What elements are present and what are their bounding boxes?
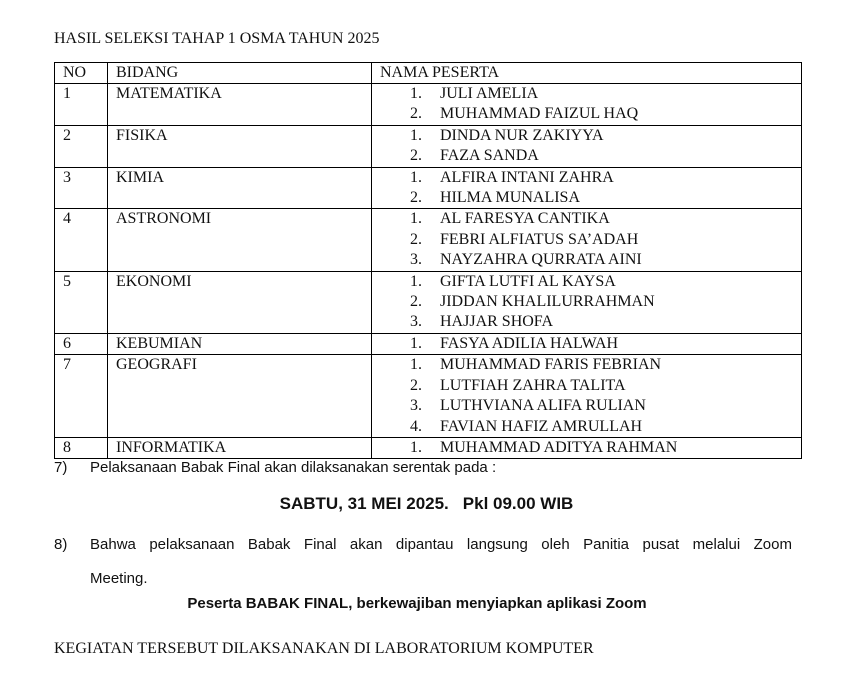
row-number: 4 bbox=[55, 209, 108, 271]
row-number: 7 bbox=[55, 355, 108, 438]
participant-number: 1. bbox=[410, 272, 422, 290]
participant-item bbox=[410, 209, 801, 229]
participant-item bbox=[410, 188, 801, 208]
participant-list bbox=[380, 126, 801, 167]
participant-name: ALFIRA INTANI ZAHRA bbox=[440, 168, 614, 186]
participant-name: FAZA SANDA bbox=[440, 147, 539, 165]
participant-name: JIDDAN KHALILURRAHMAN bbox=[440, 293, 655, 311]
table-row bbox=[55, 437, 802, 458]
participant-item bbox=[410, 230, 801, 250]
row-number: 6 bbox=[55, 333, 108, 354]
participant-number: 1. bbox=[410, 168, 422, 186]
table-row bbox=[55, 84, 802, 126]
participant-item bbox=[410, 146, 801, 166]
table-header-row bbox=[55, 63, 802, 84]
participant-name: DINDA NUR ZAKIYYA bbox=[440, 126, 604, 144]
participant-number: 2. bbox=[410, 230, 422, 248]
table-row bbox=[55, 209, 802, 271]
participant-name: HILMA MUNALISA bbox=[440, 189, 580, 207]
participant-name: NAYZAHRA QURRATA AINI bbox=[440, 251, 642, 269]
participant-list bbox=[380, 168, 801, 209]
participant-item bbox=[410, 334, 801, 354]
row-number: 8 bbox=[55, 437, 108, 458]
participant-list bbox=[380, 84, 801, 125]
item-7-text: Pelaksanaan Babak Final akan dilaksanakan serentak pada : bbox=[90, 459, 497, 476]
participant-list bbox=[380, 272, 801, 333]
participant-item bbox=[410, 376, 801, 396]
table-body bbox=[55, 84, 802, 459]
participant-number: 3. bbox=[410, 397, 422, 415]
participant-name: LUTHVIANA ALIFA RULIAN bbox=[440, 397, 646, 415]
participant-item bbox=[410, 250, 801, 270]
participant-list bbox=[380, 334, 801, 354]
row-participants bbox=[372, 167, 802, 209]
participant-number: 1. bbox=[410, 126, 422, 144]
item-8 bbox=[54, 528, 792, 596]
participant-item bbox=[410, 355, 801, 375]
row-number: 5 bbox=[55, 271, 108, 333]
participant-number: 1. bbox=[410, 210, 422, 228]
row-participants bbox=[372, 209, 802, 271]
participant-item bbox=[410, 417, 801, 437]
row-bidang: MATEMATIKA bbox=[108, 84, 372, 126]
row-participants bbox=[372, 333, 802, 354]
participant-name: JULI AMELIA bbox=[440, 85, 539, 102]
table-row bbox=[55, 333, 802, 354]
participant-list bbox=[380, 209, 801, 270]
participant-item bbox=[410, 168, 801, 188]
participant-item bbox=[410, 396, 801, 416]
participant-item bbox=[410, 292, 801, 312]
participant-name: MUHAMMAD ADITYA RAHMAN bbox=[440, 438, 678, 456]
participant-number: 2. bbox=[410, 189, 422, 207]
participant-number: 2. bbox=[410, 147, 422, 165]
row-participants bbox=[372, 271, 802, 333]
participant-number: 1. bbox=[410, 356, 422, 374]
selection-table bbox=[54, 62, 802, 459]
footer-text: KEGIATAN TERSEBUT DILAKSANAKAN DI LABORATORIUM KOMPUTER bbox=[54, 640, 594, 657]
participant-item bbox=[410, 84, 801, 104]
participant-number: 2. bbox=[410, 105, 422, 123]
participant-number: 4. bbox=[410, 417, 422, 435]
row-number: 3 bbox=[55, 167, 108, 209]
participant-name: FEBRI ALFIATUS SA’ADAH bbox=[440, 230, 639, 248]
participant-name: AL FARESYA CANTIKA bbox=[440, 210, 610, 228]
final-time: Pkl 09.00 WIB bbox=[462, 494, 574, 513]
participant-name: HAJJAR SHOFA bbox=[440, 313, 554, 331]
item-8-text-line2: Meeting. bbox=[90, 570, 148, 587]
item-7 bbox=[54, 459, 496, 476]
participant-number: 1. bbox=[410, 438, 422, 456]
row-bidang: ASTRONOMI bbox=[108, 209, 372, 271]
participant-name: MUHAMMAD FARIS FEBRIAN bbox=[440, 356, 662, 374]
table-row bbox=[55, 167, 802, 209]
row-participants bbox=[372, 437, 802, 458]
row-bidang: KEBUMIAN bbox=[108, 333, 372, 354]
row-bidang: FISIKA bbox=[108, 125, 372, 167]
participant-name: LUTFIAH ZAHRA TALITA bbox=[440, 376, 626, 394]
item-8-number: 8) bbox=[54, 536, 68, 553]
participant-item bbox=[410, 126, 801, 146]
row-number: 1 bbox=[55, 84, 108, 126]
participant-name: MUHAMMAD FAIZUL HAQ bbox=[440, 105, 639, 123]
participant-name: FAVIAN HAFIZ AMRULLAH bbox=[440, 417, 643, 435]
participant-number: 3. bbox=[410, 251, 422, 269]
participant-item bbox=[410, 312, 801, 332]
row-bidang: GEOGRAFI bbox=[108, 355, 372, 438]
participant-list bbox=[380, 438, 801, 458]
participant-item bbox=[410, 438, 801, 458]
participant-number: 2. bbox=[410, 293, 422, 311]
row-number: 2 bbox=[55, 125, 108, 167]
participant-number: 1. bbox=[410, 334, 422, 352]
table-row bbox=[55, 355, 802, 438]
row-participants bbox=[372, 355, 802, 438]
row-bidang: INFORMATIKA bbox=[108, 437, 372, 458]
participant-number: 3. bbox=[410, 313, 422, 331]
header-bidang: BIDANG bbox=[108, 63, 372, 84]
table-row bbox=[55, 125, 802, 167]
row-bidang: EKONOMI bbox=[108, 271, 372, 333]
row-bidang: KIMIA bbox=[108, 167, 372, 209]
item-8-text-line1: Bahwa pelaksanaan Babak Final akan dipantau langsung oleh Panitia pusat melalui Zoom bbox=[90, 536, 792, 553]
page-title: HASIL SELEKSI TAHAP 1 OSMA TAHUN 2025 bbox=[54, 30, 380, 47]
participant-item bbox=[410, 104, 801, 124]
final-schedule bbox=[0, 494, 853, 514]
item-7-number: 7) bbox=[54, 459, 68, 476]
participant-number: 2. bbox=[410, 376, 422, 394]
final-date: SABTU, 31 MEI 2025. bbox=[279, 494, 449, 513]
header-nama-peserta: NAMA PESERTA bbox=[372, 63, 802, 84]
header-no: NO bbox=[55, 63, 108, 84]
participant-list bbox=[380, 355, 801, 437]
row-participants bbox=[372, 125, 802, 167]
row-participants bbox=[372, 84, 802, 126]
table-row bbox=[55, 271, 802, 333]
participant-name: GIFTA LUTFI AL KAYSA bbox=[440, 272, 616, 290]
participant-number: 1. bbox=[410, 85, 422, 102]
zoom-notice: Peserta BABAK FINAL, berkewajiban menyiapkan aplikasi Zoom bbox=[187, 595, 647, 612]
participant-name: FASYA ADILIA HALWAH bbox=[440, 334, 619, 352]
participant-item bbox=[410, 272, 801, 292]
